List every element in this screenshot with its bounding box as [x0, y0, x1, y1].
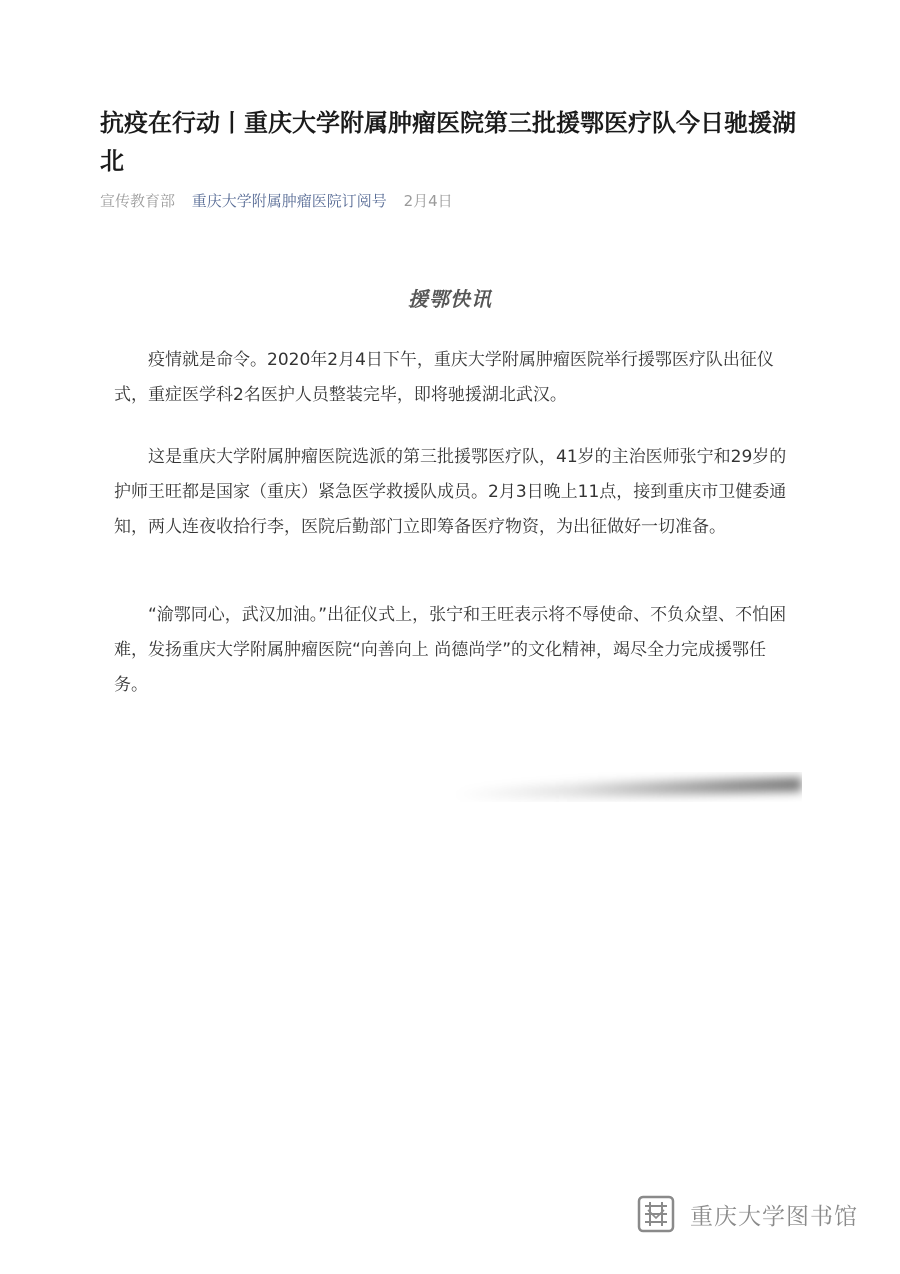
publish-date: 2月4日 [403, 192, 453, 210]
article-title: 抗疫在行动丨重庆大学附属肿瘤医院第三批援鄂医疗队今日驰援湖北 [100, 109, 796, 175]
paragraph: “渝鄂同心，武汉加油。”出征仪式上，张宁和王旺表示将不辱使命、不负众望、不怕困难，发扬重庆大学附属肿瘤医院“向善向上 尚德尚学”的文化精神，竭尽全力完成援鄂任务。 [114, 605, 787, 695]
shadow-divider [440, 772, 802, 802]
watermark-text: 重庆大学图书馆 [690, 1203, 858, 1230]
watermark [636, 1190, 858, 1238]
account-name-link[interactable]: 重庆大学附属肿瘤医院订阅号 [191, 192, 387, 210]
article-author: 宣传教育部 [100, 192, 176, 210]
paragraph: 疫情就是命令。2020年2月4日下午，重庆大学附属肿瘤医院举行援鄂医疗队出征仪式，重症医学科2名医护人员整装完毕，即将驰援湖北武汉。 [114, 350, 774, 405]
paragraph: 这是重庆大学附属肿瘤医院选派的第三批援鄂医疗队，41岁的主治医师张宁和29岁的护师王旺都是国家（重庆）紧急医学救援队成员。2月3日晚上11点，接到重庆市卫健委通知，两人连夜收拾行李，医院后勤部门立即筹备医疗物资，为出征做好一切准备。 [114, 447, 787, 537]
library-seal-icon [636, 1194, 676, 1234]
section-heading: 援鄂快讯 [408, 287, 492, 311]
article-meta [100, 190, 453, 212]
